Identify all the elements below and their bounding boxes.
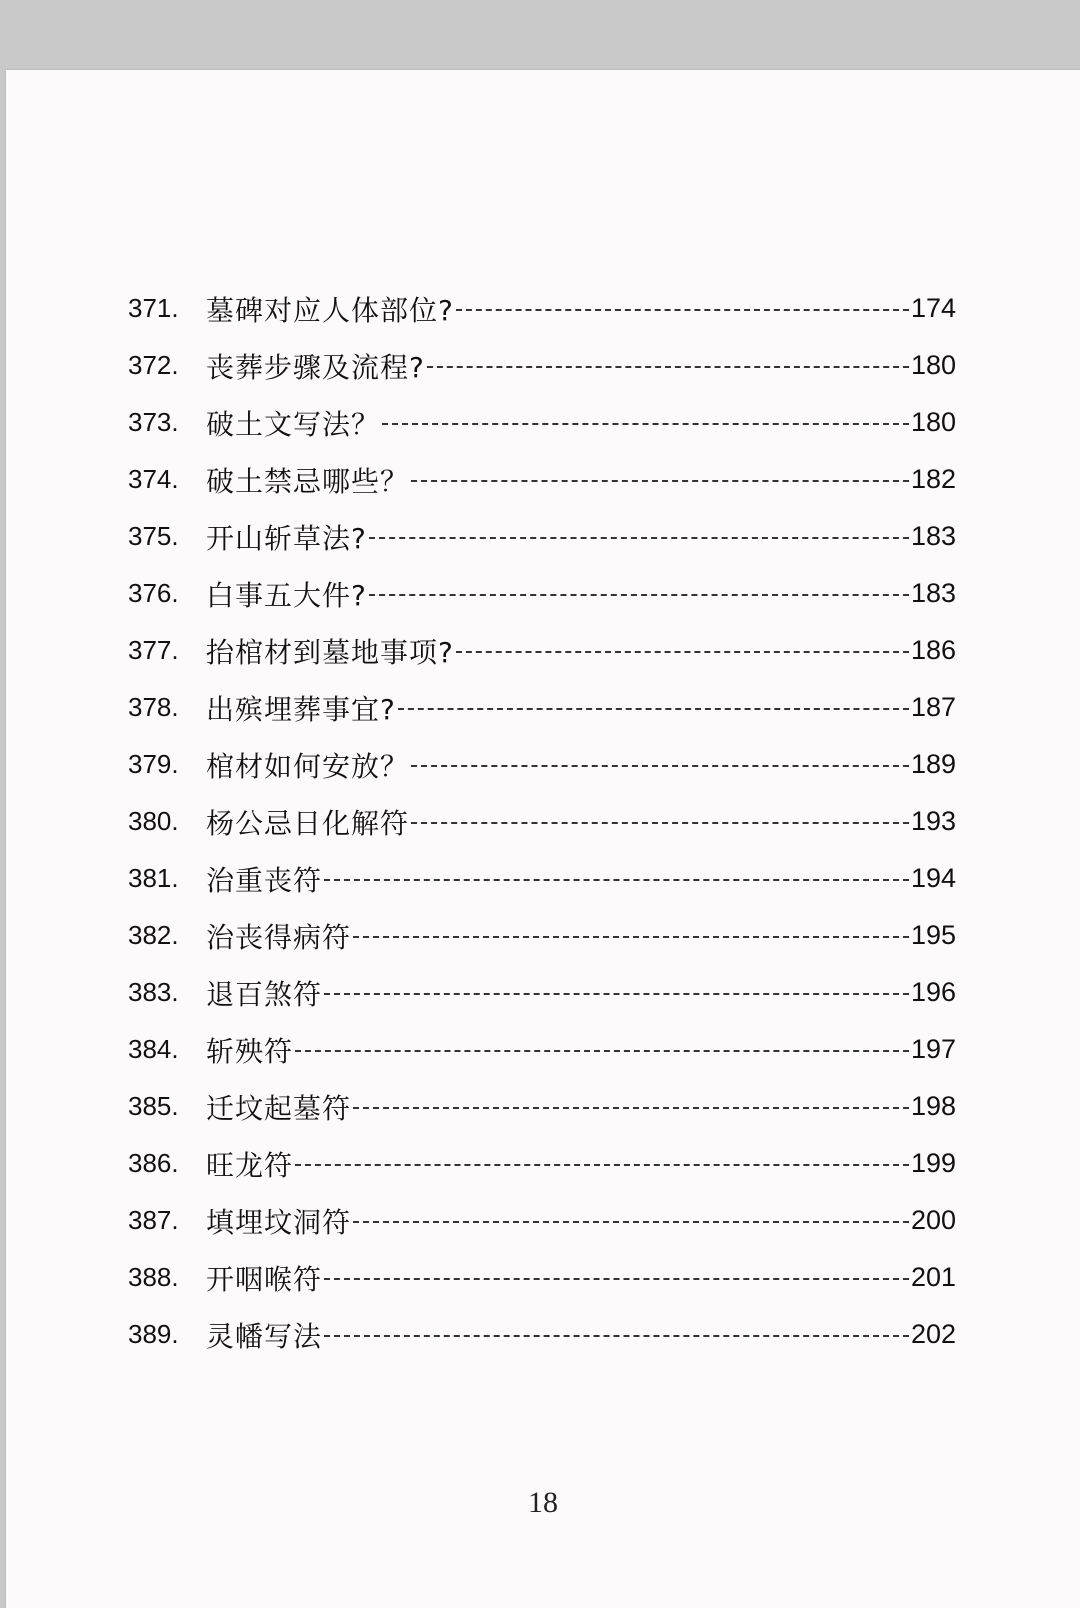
toc-entry-number: 381. [128, 863, 179, 893]
toc-entry-title: 开山斩草法? [206, 521, 367, 555]
toc-leader-line [295, 1164, 909, 1166]
toc-entry-page: 197 [910, 1034, 956, 1064]
toc-leader-line [456, 651, 909, 653]
toc-entry[interactable] [128, 1021, 956, 1078]
toc-leader-line [369, 594, 909, 596]
toc-entry[interactable] [128, 964, 956, 1021]
toc-entry-title: 治重丧符 [206, 863, 323, 897]
toc-entry[interactable] [128, 1078, 956, 1135]
toc-entry-page: 196 [910, 977, 956, 1007]
toc-leader-line [324, 879, 909, 881]
toc-entry[interactable] [128, 1192, 956, 1249]
toc-leader-line [353, 936, 909, 938]
toc-entry-page: 201 [910, 1262, 956, 1292]
toc-entry-page: 180 [910, 407, 956, 437]
toc-leader-line [324, 993, 909, 995]
toc-entry-title: 白事五大件? [206, 578, 367, 612]
toc-entry-title: 杨公忌日化解符 [206, 806, 410, 840]
toc-entry-title: 填埋坟洞符 [206, 1205, 352, 1239]
toc-leader-line [411, 822, 909, 824]
toc-entry-title: 棺材如何安放？ [206, 749, 410, 783]
toc-entry-number: 387. [128, 1205, 179, 1235]
toc-leader-line [411, 765, 909, 767]
toc-entry-title: 丧葬步骤及流程? [206, 350, 425, 384]
toc-leader-line [427, 366, 909, 368]
toc-entry-title: 破土文写法？ [206, 407, 381, 441]
toc-entry-page: 202 [910, 1319, 956, 1349]
toc-entry-title: 退百煞符 [206, 977, 323, 1011]
toc-entry-title: 出殡埋葬事宜? [206, 692, 396, 726]
toc-entry-number: 371. [128, 293, 179, 323]
toc-leader-line [324, 1335, 909, 1337]
toc-entry-number: 385. [128, 1091, 179, 1121]
toc-entry-title: 治丧得病符 [206, 920, 352, 954]
toc-entry-number: 388. [128, 1262, 179, 1292]
toc-entry-page: 186 [910, 635, 956, 665]
toc-entry-number: 375. [128, 521, 179, 551]
toc-entry[interactable] [128, 1135, 956, 1192]
toc-entry[interactable] [128, 793, 956, 850]
toc-entry[interactable] [128, 337, 956, 394]
toc-leader-line [353, 1221, 909, 1223]
toc-entry-page: 183 [910, 521, 956, 551]
toc-entry-number: 389. [128, 1319, 179, 1349]
toc-entry-number: 374. [128, 464, 179, 494]
toc-entry-page: 193 [910, 806, 956, 836]
toc-entry-number: 376. [128, 578, 179, 608]
toc-entry-number: 379. [128, 749, 179, 779]
toc-leader-line [398, 708, 909, 710]
toc-entry-page: 194 [910, 863, 956, 893]
toc-entry-page: 200 [910, 1205, 956, 1235]
table-of-contents [128, 280, 956, 1363]
document-page [6, 70, 1080, 1608]
toc-entry-number: 382. [128, 920, 179, 950]
page-number: 18 [528, 1486, 558, 1519]
toc-entry-title: 抬棺材到墓地事项? [206, 635, 454, 669]
toc-leader-line [369, 537, 909, 539]
toc-entry-number: 372. [128, 350, 179, 380]
toc-entry-page: 183 [910, 578, 956, 608]
toc-entry-title: 墓碑对应人体部位? [206, 293, 454, 327]
toc-entry-number: 386. [128, 1148, 179, 1178]
toc-entry[interactable] [128, 508, 956, 565]
toc-entry[interactable] [128, 736, 956, 793]
toc-entry[interactable] [128, 565, 956, 622]
toc-entry[interactable] [128, 850, 956, 907]
toc-entry-page: 187 [910, 692, 956, 722]
toc-leader-line [382, 423, 909, 425]
toc-entry-title: 斩殃符 [206, 1034, 294, 1068]
toc-entry-page: 174 [910, 293, 956, 323]
toc-entry-number: 383. [128, 977, 179, 1007]
toc-entry-number: 384. [128, 1034, 179, 1064]
toc-leader-line [324, 1278, 909, 1280]
toc-entry-title: 开咽喉符 [206, 1262, 323, 1296]
toc-entry[interactable] [128, 1249, 956, 1306]
toc-entry-number: 378. [128, 692, 179, 722]
toc-entry-number: 377. [128, 635, 179, 665]
toc-entry-title: 破土禁忌哪些？ [206, 464, 410, 498]
toc-entry[interactable] [128, 622, 956, 679]
toc-leader-line [353, 1107, 909, 1109]
toc-entry-page: 182 [910, 464, 956, 494]
toc-entry-number: 373. [128, 407, 179, 437]
toc-entry-page: 195 [910, 920, 956, 950]
toc-leader-line [295, 1050, 909, 1052]
toc-entry-page: 199 [910, 1148, 956, 1178]
toc-entry[interactable] [128, 451, 956, 508]
toc-entry-title: 灵幡写法 [206, 1319, 323, 1353]
toc-leader-line [456, 309, 909, 311]
toc-entry[interactable] [128, 394, 956, 451]
toc-entry-title: 旺龙符 [206, 1148, 294, 1182]
toc-entry-page: 189 [910, 749, 956, 779]
toc-entry-page: 198 [910, 1091, 956, 1121]
toc-entry[interactable] [128, 1306, 956, 1363]
toc-entry[interactable] [128, 679, 956, 736]
toc-entry-number: 380. [128, 806, 179, 836]
toc-leader-line [411, 480, 909, 482]
toc-entry-title: 迁坟起墓符 [206, 1091, 352, 1125]
toc-entry[interactable] [128, 907, 956, 964]
toc-entry-page: 180 [910, 350, 956, 380]
toc-entry[interactable] [128, 280, 956, 337]
